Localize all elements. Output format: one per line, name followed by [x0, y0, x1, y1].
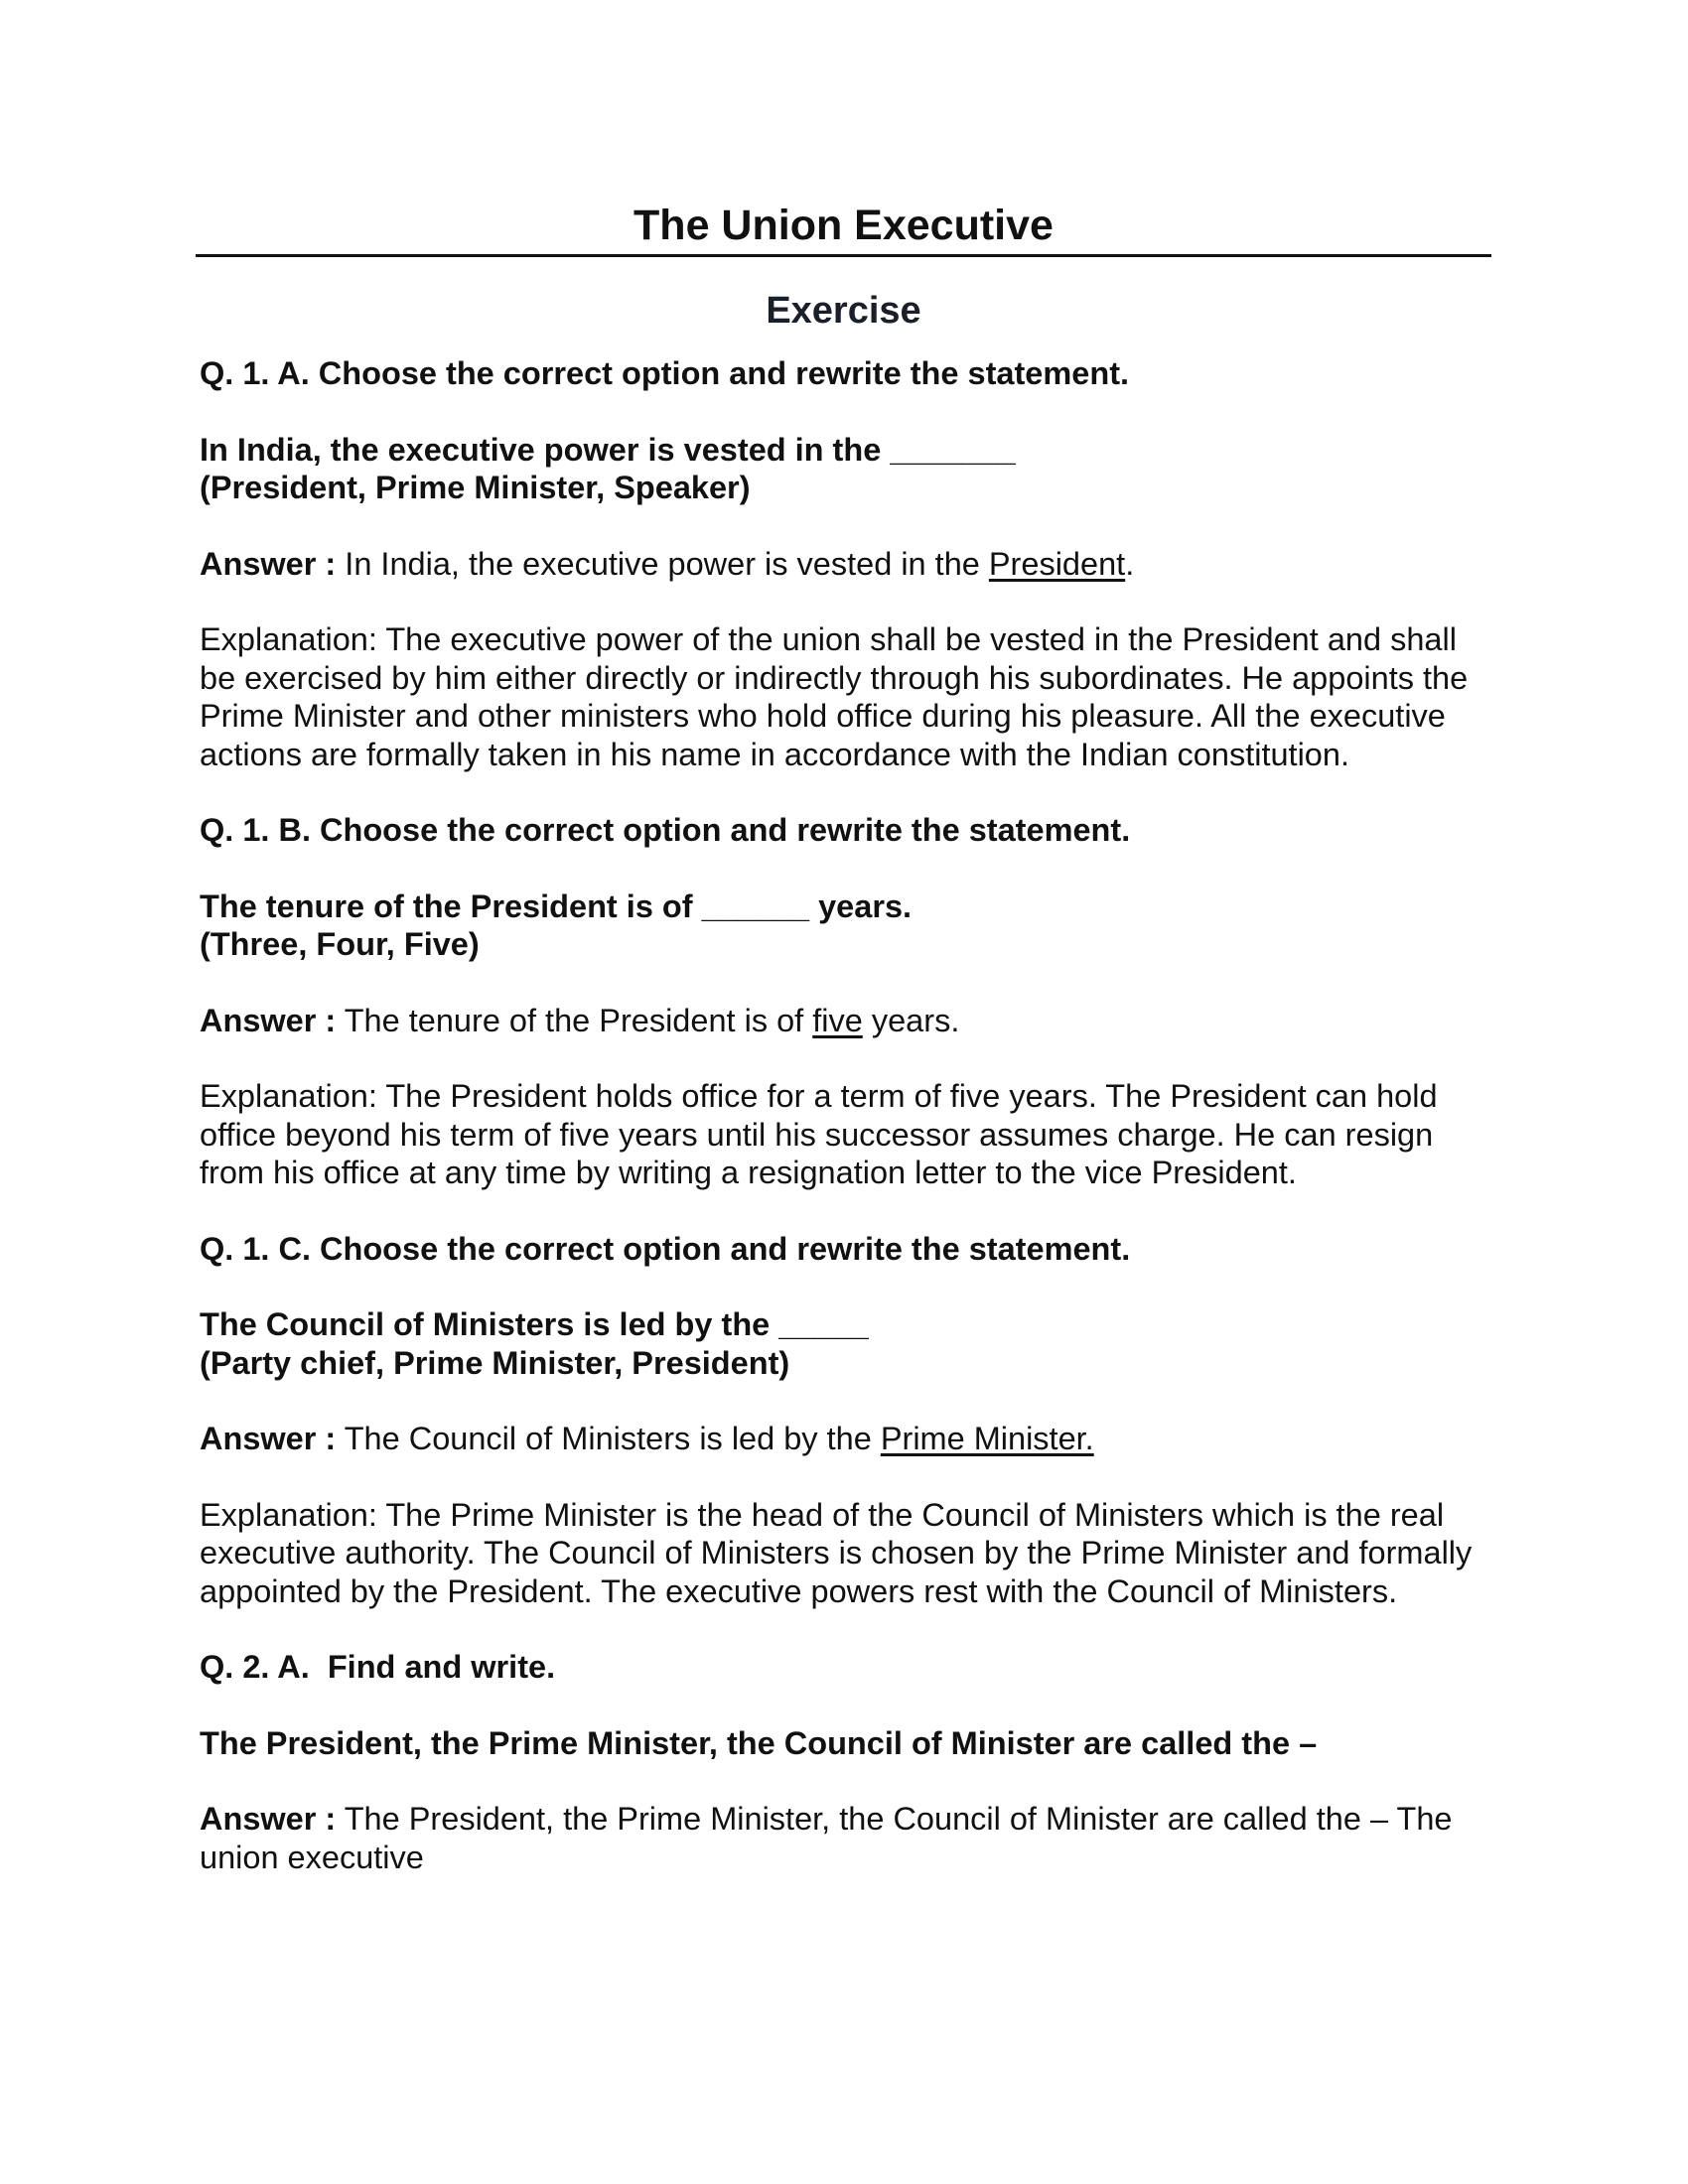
answer-text: The Council of Ministers is led by the [336, 1421, 881, 1456]
question-heading-1a: Q. 1. A. Choose the correct option and rewrite the statement. [200, 355, 1130, 391]
question-statement-line: The tenure of the President is of ______ years. [200, 887, 913, 924]
question-statement-1a [196, 431, 1490, 507]
answer-label: Answer : [200, 1002, 337, 1038]
answer-label: Answer : [200, 545, 337, 582]
answer-text: The tenure of the President is of [336, 1002, 813, 1038]
answer-text: In India, the executive power is vested in the [336, 545, 989, 582]
question-statement-line: The Council of Ministers is led by the _____ [200, 1306, 869, 1342]
question-heading-1b: Q. 1. B. Choose the correct option and rewrite the statement. [200, 812, 1131, 848]
answer-text-end: . [1125, 545, 1135, 582]
question-options: (Three, Four, Five) [200, 926, 480, 962]
question-options: (President, Prime Minister, Speaker) [200, 470, 751, 505]
answer-underlined: President [988, 545, 1126, 582]
question-statement-1c [196, 1305, 1490, 1382]
document-page [196, 199, 1491, 1876]
question-heading-2a: Q. 2. A. Find and write. [200, 1649, 556, 1685]
answer-text: The President, the Prime Minister, the Council of Minister are called the – The union executive [200, 1801, 1453, 1875]
page-subtitle: Exercise [766, 290, 921, 332]
question-options: (Party chief, Prime Minister, President) [200, 1344, 790, 1381]
explanation-1b: Explanation: The President holds office for a term of five years. The President can hold office beyond his term of five years until his successor assumes charge. He can resign from his office at any time by writing a resignation letter to the vice President. [200, 1078, 1438, 1190]
explanation-1a: Explanation: The executive power of the union shall be vested in the President and shall be exercised by him either directly or indirectly through his subordinates. He appoints the Prime Minister and other ministers who hold office during his pleasure. All the executive actions are formally taken in his name in accordance with the Indian constitution. [200, 621, 1469, 772]
question-statement-2a: The President, the Prime Minister, the Council of Minister are called the – [200, 1724, 1318, 1761]
answer-1c [196, 1420, 1490, 1458]
answer-underlined: Prime Minister. [880, 1421, 1094, 1456]
question-statement-1b [196, 887, 1490, 964]
answer-1a [196, 545, 1490, 584]
explanation-1c: Explanation: The Prime Minister is the head of the Council of Ministers which is the real executive authority. The Council of Ministers is chosen by the Prime Minister and formally appointed by the President. The executive powers rest with the Council of Ministers. [200, 1496, 1473, 1609]
answer-label: Answer : [200, 1801, 337, 1837]
page-title: The Union Executive [196, 199, 1491, 257]
question-heading-1c: Q. 1. C. Choose the correct option and rewrite the statement. [200, 1230, 1131, 1267]
answer-2a [196, 1800, 1490, 1876]
answer-underlined: five [812, 1002, 863, 1038]
question-statement-line: In India, the executive power is vested in the _______ [200, 431, 1016, 468]
answer-text-end: years. [862, 1002, 960, 1038]
answer-label: Answer : [200, 1421, 337, 1456]
answer-1b [196, 1002, 1490, 1040]
